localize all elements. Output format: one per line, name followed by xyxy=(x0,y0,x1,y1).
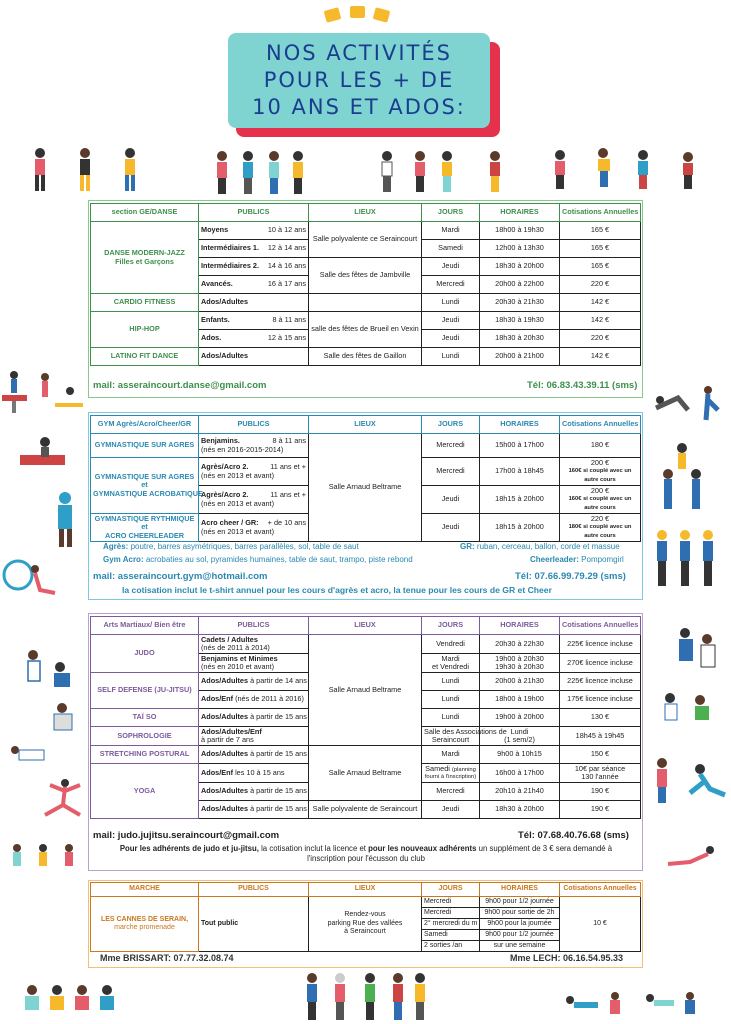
age-range: 8 à 11 ans xyxy=(272,436,306,445)
cotisation-cell: 190 € xyxy=(560,783,641,801)
cotisation-cell: 165 € xyxy=(560,240,641,258)
cotisation-cell: 142 € xyxy=(560,348,641,366)
public-cell xyxy=(199,654,309,673)
horaire-cell: 9h00 pour 1/2 journée xyxy=(480,897,560,908)
table-header-row xyxy=(91,617,641,635)
danse-email[interactable]: mail: asseraincourt.danse@gmail.com xyxy=(93,380,267,391)
judo-illustration xyxy=(18,645,78,695)
cotisation-price: 200 € xyxy=(590,458,610,467)
dancers-illustration xyxy=(25,145,155,195)
age-range: à partir de 7 ans xyxy=(201,735,254,744)
activity-name: TAÏ SO xyxy=(91,709,199,727)
birth-years: (nés en 2013 et avant) xyxy=(201,470,275,480)
age-range: à partir de 15 ans xyxy=(250,786,307,796)
title-line-1: NOS ACTIVITÉS xyxy=(266,41,452,65)
jour-cell: Jeudi xyxy=(422,330,480,348)
horaire-cell: 18h30 à 20h00 xyxy=(480,258,560,276)
birth-years: (nés en 2013 et avant) xyxy=(201,526,275,536)
header-cotisations: Cotisations Annuelles xyxy=(560,883,641,897)
lieu-text: Salle des Associations de xyxy=(424,726,507,736)
jour-note: (planning fourni à l'inscription) xyxy=(424,766,477,780)
activity-name: CARDIO FITNESS xyxy=(91,294,199,312)
horaire-text: 19h00 à 20h30 xyxy=(495,653,544,663)
table-row xyxy=(91,294,641,312)
cotisation-discount: 160€ si couplé avec un autre cours xyxy=(568,468,632,483)
header-cotisations: Cotisations Annuelles xyxy=(560,617,641,635)
public-label: Agrès/Acro 2. xyxy=(201,490,249,499)
jour-cell: Mercredi xyxy=(422,434,480,458)
activity-name: SOPHROLOGIE xyxy=(91,727,199,746)
horaire-cell: 18h45 à 19h45 xyxy=(560,727,641,746)
lieu-cell: Salle Arnaud Beltrame xyxy=(309,635,422,746)
age-range: les 10 à 15 ans xyxy=(235,767,285,777)
public-label: Benjamins et Minimes xyxy=(201,653,278,663)
header-horaires: HORAIRES xyxy=(480,416,560,434)
activity-name-text: et xyxy=(141,480,148,490)
header-cotisations: Cotisations Annuelles xyxy=(560,416,641,434)
cotisation-cell: 142 € xyxy=(560,294,641,312)
yoga-pose-illustration xyxy=(660,840,720,870)
cheer-text: Pompomgirl xyxy=(581,555,624,564)
horaire-cell: 19h00 à 20h00 xyxy=(480,709,560,727)
lieu-cell: Salle Arnaud Beltrame xyxy=(309,434,422,542)
header-publics: PUBLICS xyxy=(199,883,309,897)
lieu-cell: salle des fêtes de Brueil en Vexin xyxy=(309,312,422,348)
activity-name xyxy=(91,897,199,952)
title-line-3: 10 ANS ET ADOS: xyxy=(252,95,466,119)
horaire-cell: 18h00 à 19h00 xyxy=(480,691,560,709)
public-cell xyxy=(199,276,309,294)
horaire-cell: 12h00 à 13h30 xyxy=(480,240,560,258)
public-cell xyxy=(199,764,309,783)
jour-text: Samedi xyxy=(425,763,450,773)
table-row xyxy=(91,434,641,458)
note-text: Pour les adhérents de judo et ju-jitsu, xyxy=(119,844,259,853)
jour-cell: Mercredi xyxy=(422,276,480,294)
activity-name: SELF DEFENSE (JU-JITSU) xyxy=(91,673,199,709)
public-cell xyxy=(199,783,309,801)
horaire-cell: 9h00 pour 1/2 journée xyxy=(480,930,560,941)
cotisation-cell xyxy=(560,514,641,542)
lieu-cell: Salle des fêtes de Gaillon xyxy=(309,348,422,366)
cotisation-cell: 142 € xyxy=(560,312,641,330)
jour-cell: Mardi xyxy=(422,746,480,764)
age-range: 12 à 14 ans xyxy=(267,243,306,253)
horaire-cell: 18h30 à 20h30 xyxy=(480,330,560,348)
danse-phone[interactable]: Tél: 06.83.43.39.11 (sms) xyxy=(527,380,638,391)
age-range: à partir de 15 ans xyxy=(250,804,307,814)
jour-cell: Samedi xyxy=(422,930,480,941)
birth-years: (nés en 2016-2015-2014) xyxy=(201,444,284,454)
breakdancers-illustration xyxy=(548,145,708,195)
age-range: 12 à 15 ans xyxy=(267,333,306,343)
birth-years: (nés de 2011 à 2014) xyxy=(201,643,270,652)
public-cell xyxy=(199,330,309,348)
header-jours: JOURS xyxy=(422,416,480,434)
table-row xyxy=(91,348,641,366)
activity-name: JUDO xyxy=(91,635,199,673)
activity-name xyxy=(91,514,199,542)
activity-name-text: et xyxy=(141,522,148,532)
confetti-piece xyxy=(350,6,365,18)
horaire-cell: 20h00 à 21h30 xyxy=(480,673,560,691)
title-line-2: POUR LES + DE xyxy=(263,68,455,92)
age-range: 14 à 16 ans xyxy=(267,261,306,271)
dancers-illustration xyxy=(210,148,310,196)
age-range: 11 ans et + xyxy=(270,462,306,471)
public-cell xyxy=(199,514,309,542)
acro-gymnasts-illustration xyxy=(650,440,715,515)
horaire-cell: 18h15 à 20h00 xyxy=(480,514,560,542)
public-label: Ados/Enf xyxy=(201,694,234,704)
cotisation-cell xyxy=(560,764,641,783)
birth-years: (nés en 2013 et avant) xyxy=(201,498,275,508)
cotisation-cell: 270€ licence incluse xyxy=(560,654,641,673)
lieu-cell xyxy=(309,897,422,952)
agres-description xyxy=(103,542,359,551)
public-label: Cadets / Adultes xyxy=(201,634,258,644)
horaire-cell: 9h00 pour la journée xyxy=(480,919,560,930)
lieu-cell xyxy=(309,294,422,312)
cotisation-price: 130 l'année xyxy=(581,772,619,781)
jour-cell: 2 sorties /an xyxy=(422,941,480,952)
lieu-text: Rendez-vous xyxy=(344,911,386,919)
cotisation-cell: 180 € xyxy=(560,434,641,458)
activity-name-text: GYMNASTIQUE RYTHMIQUE xyxy=(94,513,195,523)
public-label: Acro cheer / GR: xyxy=(201,518,259,527)
horaire-cell: 20h30 à 22h30 xyxy=(480,635,560,654)
table-header-row xyxy=(91,883,641,897)
jour-cell xyxy=(422,764,480,783)
header-lieux: LIEUX xyxy=(309,617,422,635)
header-publics: PUBLICS xyxy=(199,416,309,434)
public-label: Benjamins. xyxy=(201,436,240,445)
activity-name: LATINO FIT DANCE xyxy=(91,348,199,366)
public-cell: Ados/Adultes xyxy=(199,294,309,312)
jour-cell: Mercredi xyxy=(422,908,480,919)
jour-cell xyxy=(422,654,480,673)
jour-cell: Mercredi xyxy=(422,897,480,908)
judo-throw-illustration xyxy=(665,625,725,675)
header-horaires: HORAIRES xyxy=(480,883,560,897)
cotisation-discount: 160€ si couplé avec un autre cours xyxy=(568,496,632,511)
lieu-text: parking Rue des vallées xyxy=(327,919,403,927)
public-cell: Ados/Adultes xyxy=(199,348,309,366)
public-cell xyxy=(199,258,309,276)
public-cell xyxy=(199,691,309,709)
cheer-label: Cheerleader: xyxy=(530,555,579,564)
public-label: Avancés. xyxy=(201,279,233,289)
header-horaires: HORAIRES xyxy=(480,204,560,222)
public-label: Ados/Adultes xyxy=(201,676,249,686)
gymnast-illustration xyxy=(15,430,75,475)
acro-label: Gym Acro: xyxy=(103,555,144,564)
cotisation-price: 10€ par séance xyxy=(574,763,626,773)
cotisation-cell: 220 € xyxy=(560,330,641,348)
cotisation-cell: 10 € xyxy=(560,897,641,952)
cotisation-price: 200 € xyxy=(590,486,610,495)
public-label: Ados/Adultes xyxy=(201,749,249,759)
cotisation-cell: 165 € xyxy=(560,258,641,276)
martial-phone[interactable]: Tél: 07.68.40.76.68 (sms) xyxy=(518,830,629,841)
jour-cell: Lundi xyxy=(422,709,480,727)
section-title: GYM Agrès/Acro/Cheer/GR xyxy=(91,416,199,434)
horaire-cell: 20h30 à 21h30 xyxy=(480,294,560,312)
table-header-row xyxy=(91,204,641,222)
jour-cell: Vendredi xyxy=(422,635,480,654)
public-label: Ados/Adultes xyxy=(201,786,249,796)
yoga-group-illustration xyxy=(5,838,85,878)
public-label: Ados/Adultes xyxy=(201,804,249,814)
header-cotisations: Cotisations Annuelles xyxy=(560,204,641,222)
public-label: Ados/Adultes/Enf xyxy=(201,726,262,736)
horaire-cell: 17h00 à 18h45 xyxy=(480,458,560,486)
public-cell xyxy=(199,635,309,654)
jour-cell: Jeudi xyxy=(422,801,480,819)
martial-arts-illustration xyxy=(40,700,85,735)
header-lieux: LIEUX xyxy=(309,883,422,897)
stretching-illustration xyxy=(650,755,730,805)
jour-cell: Jeudi xyxy=(422,514,480,542)
activity-name: YOGA xyxy=(91,764,199,819)
martial-arts-illustration xyxy=(5,740,50,770)
public-cell: Tout public xyxy=(199,897,309,952)
age-range: 11 ans et + xyxy=(270,490,306,499)
horaire-cell: sur une semaine xyxy=(480,941,560,952)
public-label: Intermédiaires 1. xyxy=(201,243,259,253)
activity-name xyxy=(91,458,203,514)
activity-name xyxy=(91,222,199,294)
public-label: Moyens xyxy=(201,225,229,235)
header-publics: PUBLICS xyxy=(199,617,309,635)
agres-text: poutre, barres asymétriques, barres parallèles, sol, table de saut xyxy=(130,542,359,551)
activity-subtitle: marche promenade xyxy=(114,924,175,931)
public-label: Ados/Enf xyxy=(201,767,234,777)
lieu-cell xyxy=(422,726,507,746)
note-text: pour les nouveaux adhérents xyxy=(368,844,477,853)
horaire-cell: 20h00 à 21h00 xyxy=(480,348,560,366)
walkers-illustration xyxy=(300,972,430,1022)
jour-cell: Mercredi xyxy=(422,783,480,801)
activity-subtitle: Filles et Garçons xyxy=(115,256,174,266)
table-row xyxy=(91,897,641,908)
horaire-cell: 16h00 à 17h00 xyxy=(480,764,560,783)
public-cell xyxy=(199,673,309,691)
cotisation-cell: 220 € xyxy=(560,276,641,294)
public-label: Ados. xyxy=(201,333,222,343)
horaire-cell: 18h30 à 20h00 xyxy=(480,801,560,819)
header-jours: JOURS xyxy=(422,204,480,222)
cotisation-cell xyxy=(560,486,641,514)
cotisation-cell: 130 € xyxy=(560,709,641,727)
header-jours: JOURS xyxy=(422,617,480,635)
dancers-illustration xyxy=(375,148,515,196)
marche-contact-2[interactable]: Mme LECH: 06.16.54.95.33 xyxy=(510,953,624,963)
activity-name-text: GYMNASTIQUE SUR AGRES xyxy=(94,471,195,481)
gr-description xyxy=(460,542,620,551)
cotisation-cell xyxy=(560,458,641,486)
public-cell xyxy=(199,312,309,330)
age-range: à partir de 15 ans xyxy=(250,712,307,722)
activity-name-text: LES CANNES DE SERAIN, xyxy=(100,915,189,923)
public-label: Enfants. xyxy=(201,315,230,325)
cotisation-cell: 225€ licence incluse xyxy=(560,673,641,691)
martial-email[interactable]: mail: judo.jujitsu.seraincourt@gmail.com xyxy=(93,830,280,841)
section-title: section GE/DANSE xyxy=(91,204,199,222)
cotisation-cell: 190 € xyxy=(560,801,641,819)
gym-note: la cotisation inclut le t-shirt annuel pour les cours d'agrès et acro, la tenue pour les cours de GR et Cheer xyxy=(122,585,552,595)
acro-text: acrobaties au sol, pyramides humaines, table de saut, trampo, piste rebond xyxy=(145,555,413,564)
activity-name: GYMNASTIQUE SUR AGRES xyxy=(91,434,199,458)
table-row xyxy=(91,635,641,654)
jour-text: Mardi xyxy=(441,653,460,663)
lieu-cell: Salle polyvalente de Seraincourt xyxy=(309,801,422,819)
horaire-cell: 18h30 à 19h30 xyxy=(480,312,560,330)
horaire-cell: 20h10 à 21h40 xyxy=(480,783,560,801)
age-range: à partir de 14 ans xyxy=(250,676,307,686)
cotisation-cell: 150 € xyxy=(560,746,641,764)
activity-name: STRETCHING POSTURAL xyxy=(91,746,199,764)
martial-note xyxy=(92,844,640,864)
activity-name: HIP-HOP xyxy=(91,312,199,348)
jour-cell: Mercredi xyxy=(422,458,480,486)
jour-text: Lundi xyxy=(510,726,529,736)
public-cell xyxy=(199,222,309,240)
public-cell xyxy=(199,801,309,819)
danse-table xyxy=(90,203,641,366)
cotisation-discount: 180€ si couplé avec un autre cours xyxy=(568,524,632,539)
jour-cell: Jeudi xyxy=(422,486,480,514)
jour-cell: Mardi xyxy=(422,222,480,240)
gr-text: ruban, cerceau, ballon, corde et massue xyxy=(476,542,620,551)
cotisation-cell: 225€ licence incluse xyxy=(560,635,641,654)
lieu-text: Seraincourt xyxy=(431,735,470,744)
horaire-cell: 9h00 pour sortie de 2h xyxy=(480,908,560,919)
cheer-description xyxy=(530,555,624,564)
header-lieux: LIEUX xyxy=(309,204,422,222)
gym-phone[interactable]: Tél: 07.66.99.79.29 (sms) xyxy=(515,571,626,582)
section-title: Arts Martiaux/ Bien être xyxy=(91,617,199,635)
fitness-group-illustration xyxy=(560,988,710,1018)
table-row xyxy=(91,222,641,240)
public-cell xyxy=(199,746,309,764)
age-range: 10 à 12 ans xyxy=(267,225,306,235)
header-horaires: HORAIRES xyxy=(480,617,560,635)
marche-contact-1[interactable]: Mme BRISSART: 07.77.32.08.74 xyxy=(100,953,234,963)
tai-so-illustration xyxy=(655,690,720,725)
confetti-piece xyxy=(324,7,342,22)
jour-text: (1 sem/2) xyxy=(504,735,535,744)
gym-table xyxy=(90,415,641,542)
jour-cell: Lundi xyxy=(422,348,480,366)
public-label: Ados/Adultes xyxy=(201,712,249,722)
gr-label: GR: xyxy=(460,542,475,551)
gymnast-illustration xyxy=(40,490,90,550)
header-lieux: LIEUX xyxy=(309,416,422,434)
public-cell xyxy=(199,486,309,514)
jour-cell: Samedi xyxy=(422,240,480,258)
jour-cell: Lundi xyxy=(422,294,480,312)
lieu-cell: Salle Arnaud Beltrame xyxy=(309,746,422,801)
meditation-group-illustration xyxy=(20,980,120,1018)
horaire-cell: 18h15 à 20h00 xyxy=(480,486,560,514)
age-range: 16 à 17 ans xyxy=(267,279,306,289)
public-cell xyxy=(199,709,309,727)
cotisation-price: 220 € xyxy=(590,514,610,523)
acro-description xyxy=(103,555,413,564)
public-cell xyxy=(199,240,309,258)
note-text: la cotisation inclut la licence et xyxy=(261,844,366,853)
jour-cell: Jeudi xyxy=(422,312,480,330)
jour-cell: Lundi xyxy=(422,691,480,709)
table-header-row xyxy=(91,416,641,434)
lieu-text: à Seraincourt xyxy=(344,928,386,936)
note-text: un supplément de 3 € sera demandé à xyxy=(478,844,613,853)
horaire-cell xyxy=(480,654,560,673)
age-range: (nés de 2011 à 2016) xyxy=(235,694,304,704)
public-cell xyxy=(199,458,309,486)
horaire-text: 19h30 à 20h30 xyxy=(495,662,544,671)
jour-cell: Jeudi xyxy=(422,258,480,276)
note-text: l'inscription pour l'écusson du club xyxy=(307,854,425,863)
age-range: 8 à 11 ans xyxy=(272,315,306,325)
header-publics: PUBLICS xyxy=(199,204,309,222)
lieu-cell: Salle polyvalente ce Seraincourt xyxy=(309,222,422,258)
cotisation-cell: 175€ licence incluse xyxy=(560,691,641,709)
age-range: + de 10 ans xyxy=(267,518,306,527)
activity-name-text: ACRO CHEERLEADER xyxy=(104,530,185,540)
age-range: à partir de 15 ans xyxy=(250,749,307,759)
yoga-pose-illustration xyxy=(35,775,90,820)
lieu-cell: Salle des fêtes de Jambville xyxy=(309,258,422,294)
birth-years: (nés en 2010 et avant) xyxy=(201,662,275,671)
marche-table xyxy=(90,882,641,952)
gymnast-illustration xyxy=(648,380,723,425)
section-title: MARCHE xyxy=(91,883,199,897)
horaire-cell: 9h00 à 10h15 xyxy=(480,746,560,764)
martial-table xyxy=(90,616,641,819)
jour-cell: 2° mercredi du m xyxy=(422,919,480,930)
cotisation-cell: 165 € xyxy=(560,222,641,240)
jour-text: et Vendredi xyxy=(432,662,469,671)
page-title xyxy=(228,33,490,128)
jour-cell: Lundi xyxy=(422,673,480,691)
public-cell xyxy=(199,727,309,746)
public-label: Intermédiaires 2. xyxy=(201,261,259,271)
gym-email[interactable]: mail: asseraincourt.gym@hotmail.com xyxy=(93,571,268,582)
table-row xyxy=(91,746,641,764)
hoop-gymnast-illustration xyxy=(0,555,60,600)
public-cell xyxy=(199,434,309,458)
activity-name-text: DANSE MODERN-JAZZ xyxy=(104,248,185,257)
cheerleaders-illustration xyxy=(650,525,720,590)
public-label: Agrès/Acro 2. xyxy=(201,462,249,471)
confetti-piece xyxy=(373,7,391,22)
activity-name-text: GYMNASTIQUE ACROBATIQUE xyxy=(93,488,203,498)
gymnast-illustration xyxy=(0,365,85,415)
header-jours: JOURS xyxy=(422,883,480,897)
table-row xyxy=(91,312,641,330)
horaire-cell: 15h00 à 17h00 xyxy=(480,434,560,458)
horaire-cell: 20h00 à 22h00 xyxy=(480,276,560,294)
horaire-cell: 18h00 à 19h30 xyxy=(480,222,560,240)
agres-label: Agrès: xyxy=(103,542,129,551)
